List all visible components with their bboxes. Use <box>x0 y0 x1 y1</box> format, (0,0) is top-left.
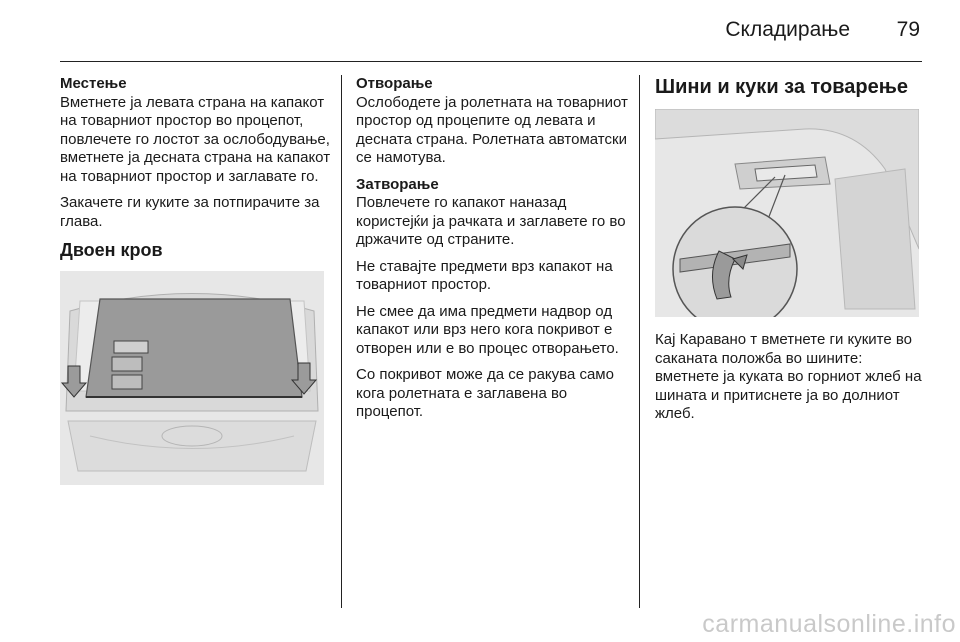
heading-double-roof: Двоен кров <box>60 240 163 260</box>
cargo-rail-hook-illustration <box>655 109 919 317</box>
paragraph-no-objects: Не ставајте предмети врз капакот на товарниот простор. <box>356 257 613 293</box>
paragraph-opening: Ослободете ја ролетната на товарниот простор од процепите од левата и десната страна. Ролетната автоматски се намотува. <box>356 93 628 166</box>
column-1 <box>60 75 332 485</box>
subheading-installing: Местење <box>60 75 127 92</box>
page-title: Складирање <box>725 18 850 41</box>
paragraph-operate-roof: Со покривот може да се ракува само кога ролетната е заглавена во процепот. <box>356 366 614 420</box>
subheading-closing: Затворање <box>356 175 439 193</box>
column-3 <box>655 75 925 432</box>
header-rule <box>60 61 922 62</box>
section-closing <box>356 176 630 250</box>
paragraph-roof-open: Не смее да има предмети надвор од капакот или врз него кога покривот е отворен или е во процес отворањето. <box>356 302 619 357</box>
section-installing <box>60 75 332 186</box>
cargo-cover-illustration <box>60 271 324 485</box>
subheading-opening: Отворање <box>356 75 433 92</box>
watermark: carmanualsonline.info <box>702 610 956 638</box>
column-divider-2 <box>639 75 640 608</box>
paragraph-installing: Вметнете ја левата страна на капакот на товарниот простор во процепот, повлечете го лостот за ослободување, вметнете ја десната страна на капакот на товарниот простор и заглавате го. <box>60 93 331 185</box>
paragraph-caravan: Кај Каравано т вметнете ги куките во саканата положба во шините: вметнете ја куката во горниот жлеб на шината и притиснете ја во долниот жлеб. <box>655 331 922 422</box>
section-opening <box>356 75 630 168</box>
column-divider-1 <box>341 75 342 608</box>
column-2 <box>356 75 630 430</box>
heading-rails-hooks: Шини и куки за товарење <box>655 76 909 98</box>
paragraph-closing: Повлечете го капакот наназад користејќи ја рачката и заглавете го во држачите од страните. <box>356 194 626 248</box>
page-number: 79 <box>896 18 920 41</box>
paragraph-hooks: Закачете ги куките за потпирачите за глава. <box>60 194 320 230</box>
